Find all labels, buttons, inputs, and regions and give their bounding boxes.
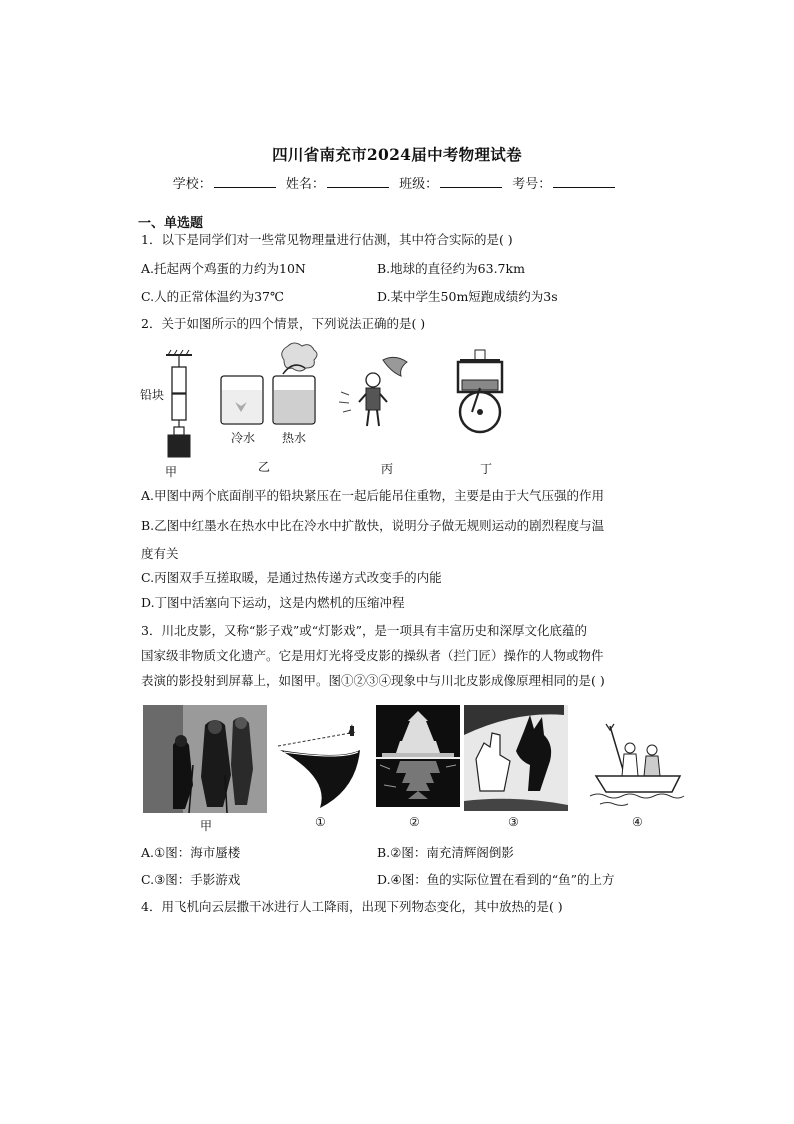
q3-option-d: D.④图：鱼的实际位置在看到的“鱼”的上方: [377, 872, 615, 887]
q3-stem-line1: 3．川北皮影，又称“影子戏”或“灯影戏”，是一项具有丰富历史和深厚文化底蕴的: [141, 623, 588, 638]
q1-option-a: A.托起两个鸡蛋的力约为10N: [141, 261, 306, 276]
q3-option-c: C.③图：手影游戏: [141, 872, 241, 887]
page-title: 四川省南充市2024届中考物理试卷: [272, 145, 522, 164]
q3-stem-line3: 表演的影投射到屏幕上，如图甲。图①②③④现象中与川北皮影成像原理相同的是( ): [141, 673, 605, 688]
fig-label-lead-block: 铅块: [140, 388, 165, 402]
figure-engine-cylinder: [448, 346, 512, 438]
fig-label-bing: 丙: [381, 462, 394, 476]
info-exam-no-label: 考号：: [512, 177, 552, 192]
q2-stem: 2．关于如图所示的四个情景，下列说法正确的是( ): [141, 316, 426, 331]
q2-option-d: D.丁图中活塞向下运动，这是内燃机的压缩冲程: [141, 595, 405, 610]
fig-label-cold-water: 冷水: [231, 431, 256, 445]
info-school-label: 学校：: [172, 177, 212, 192]
q1-option-d: D.某中学生50m短跑成绩约为3s: [377, 289, 558, 304]
figure-shadow-puppets: [143, 705, 267, 813]
q1-option-c: C.人的正常体温约为37℃: [141, 289, 284, 304]
student-info-line: [0, 173, 794, 192]
q2-option-c: C.丙图双手互搓取暖，是通过热传递方式改变手的内能: [141, 570, 442, 585]
info-name-label: 姓名：: [285, 177, 325, 192]
info-exam-no-blank: [553, 175, 615, 188]
q1-stem: 1．以下是同学们对一些常见物理量进行估测，其中符合实际的是( ): [141, 232, 513, 247]
q3-option-a: A.①图：海市蜃楼: [141, 845, 241, 860]
info-class-blank: [440, 175, 502, 188]
info-class-label: 班级：: [399, 177, 439, 192]
fig-label-circle-1: ①: [315, 815, 326, 829]
info-school-blank: [214, 175, 276, 188]
q4-stem: 4．用飞机向云层撒干冰进行人工降雨，出现下列物态变化，其中放热的是( ): [141, 899, 563, 914]
fig-label-circle-2: ②: [409, 815, 420, 829]
fig-label-circle-3: ③: [508, 815, 519, 829]
figure-beakers: [213, 340, 323, 435]
q2-option-b-line2: 度有关: [141, 546, 179, 561]
fig-label-jia: 甲: [165, 465, 178, 479]
fig-label-yi: 乙: [258, 460, 271, 474]
q2-option-b-line1: B.乙图中红墨水在热水中比在冷水中扩散快，说明分子做无规则运动的剧烈程度与温: [141, 518, 605, 533]
figure-lead-blocks: [140, 345, 200, 480]
figure-fishing-boat: [586, 722, 688, 812]
figure-mirage: [272, 720, 372, 810]
figure-person-rubbing-hands: [335, 352, 415, 432]
q1-option-b: B.地球的直径约为63.7km: [377, 261, 525, 276]
info-name-blank: [327, 175, 389, 188]
fig-label-ding: 丁: [480, 462, 493, 476]
section-title: 一、单选题: [138, 216, 204, 231]
fig-label-q3-jia: 甲: [200, 819, 213, 833]
figure-pavilion-reflection: [376, 705, 460, 807]
fig-label-hot-water: 热水: [282, 431, 307, 445]
q3-option-b: B.②图：南充清辉阁倒影: [377, 845, 514, 860]
fig-label-circle-4: ④: [632, 815, 643, 829]
q2-option-a: A.甲图中两个底面削平的铅块紧压在一起后能吊住重物，主要是由于大气压强的作用: [141, 488, 605, 503]
figure-hand-shadow: [464, 705, 568, 811]
q3-stem-line2: 国家级非物质文化遗产。它是用灯光将受皮影的操纵者（拦门匠）操作的人物或物件: [141, 648, 604, 663]
